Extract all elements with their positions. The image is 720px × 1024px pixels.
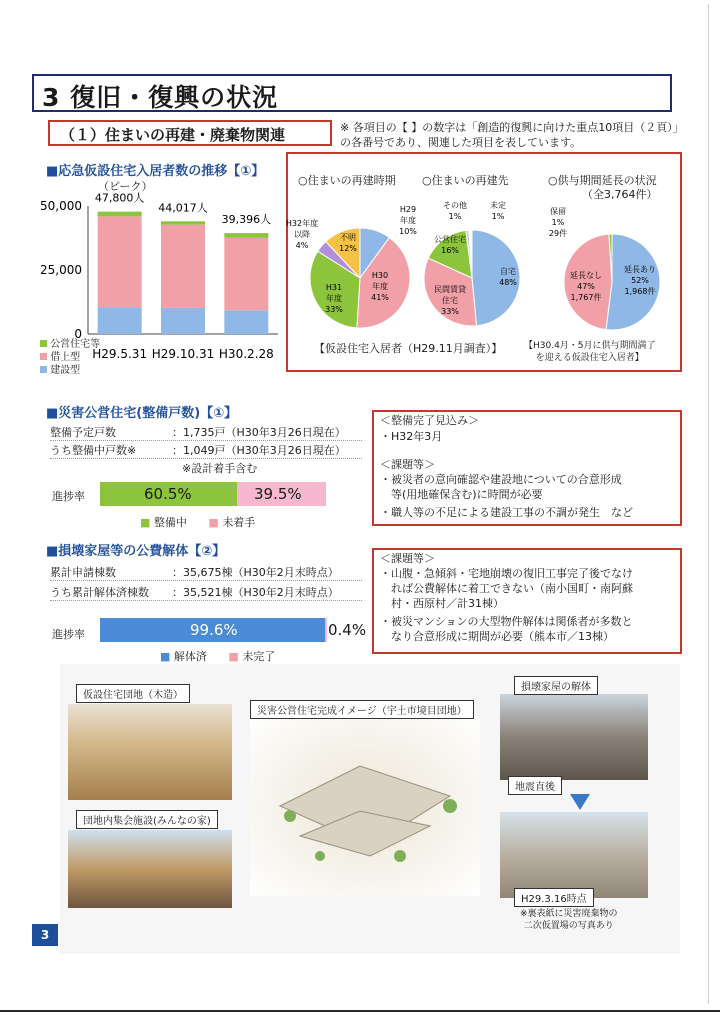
y-tick-label: 0 xyxy=(74,327,82,341)
s3-done-pct: 99.6% xyxy=(190,621,238,639)
s3-progress-bar xyxy=(100,618,367,642)
pie3-label-yes: 1,968件 xyxy=(624,287,656,296)
s2-todo-pct: 39.5% xyxy=(254,485,302,503)
page-number: 3 xyxy=(32,924,58,946)
pie3-label-hold: 保留 xyxy=(550,207,566,216)
y-tick-label: 25,000 xyxy=(40,263,82,277)
bar-segment xyxy=(161,308,205,334)
x-tick-label: H29.5.31 xyxy=(92,347,148,361)
pie2-label-rental: 33% xyxy=(441,307,459,316)
pie2-label-other: その他 xyxy=(443,201,467,210)
caption-community-hall: 団地内集会施設(みんなの家) xyxy=(76,810,218,829)
bottom-rule xyxy=(0,1010,720,1012)
s3-todo-pct: 0.4% xyxy=(328,621,367,639)
bar-segment xyxy=(224,233,268,238)
s3-row1: 累計申請棟数 ：35,675棟（H30年2月末時点） xyxy=(50,564,362,581)
y-tick-label: 50,000 xyxy=(40,199,82,213)
s2-box-item2: ・被災者の意向確認や建設地についての合意形成 等(用地確保含む)に時間が必要 xyxy=(380,473,622,501)
s2-done-pct: 60.5% xyxy=(144,485,192,503)
public-housing-image xyxy=(250,716,480,896)
legend-built: 建設型 xyxy=(40,364,100,377)
caption-h29: H29.3.16時点 xyxy=(514,888,594,907)
pie1-label-h32: H32年度 xyxy=(285,219,319,228)
s2-box-item1: ・H32年3月 xyxy=(380,430,443,443)
pie2-label-home: 自宅 xyxy=(500,267,516,276)
bar-segment xyxy=(161,225,205,308)
pie3-label-hold: 1% xyxy=(551,218,565,227)
pie-charts xyxy=(285,190,680,340)
pie3-label-yes: 52% xyxy=(631,276,649,285)
pie2-label-rental: 住宅 xyxy=(442,296,458,305)
demolition-before-photo xyxy=(500,694,648,780)
bar-total-label: 44,017人 xyxy=(158,201,208,215)
page-title: 3 復旧・復興の状況 xyxy=(42,83,279,112)
s2-progress-bar xyxy=(100,482,326,506)
s3-row2: うち累計解体済棟数 ：35,521棟（H30年2月末時点） xyxy=(50,584,362,601)
pie3-label-no: 1,767件 xyxy=(570,293,602,302)
bar-total-label: 47,800人 xyxy=(94,191,145,205)
pie2-label-undecided: 1% xyxy=(491,212,505,221)
pie-footnote-1: 【仮設住宅入居者（H29.11月調査）】 xyxy=(314,342,503,355)
pie1-label-h31: 33% xyxy=(325,305,343,314)
caption-temp-housing: 仮設住宅団地（木造） xyxy=(76,684,190,703)
pie1-label-h32: 以降 xyxy=(294,230,310,239)
note-text: ※ 各項目の【 】の数字は「創造的復興に向けた重点10項目（２頁）」の各番号であり、関連した項目を表しています。 xyxy=(340,121,679,149)
pie2-label-home: 48% xyxy=(499,278,517,287)
pie1-label-h32: 4% xyxy=(295,241,309,250)
section2-heading: ■災害公営住宅(整備戸数)【①】 xyxy=(46,406,238,421)
bar-segment xyxy=(98,216,142,307)
s3-progress-label: 進捗率 xyxy=(52,628,85,641)
s2-legend: ■ 整備中 ■ 未着手 xyxy=(140,516,256,529)
pie1-label-h29: H29 xyxy=(399,205,417,214)
pie1-label-h31: 年度 xyxy=(326,294,342,303)
public-housing-sketch xyxy=(250,716,480,896)
pie2-label-other: 1% xyxy=(448,212,462,221)
pie3-title: ○供与期間延長の状況 xyxy=(548,174,657,187)
pie1-label-h30: 年度 xyxy=(372,282,388,291)
pie1-label-h29: 年度 xyxy=(400,216,416,225)
pie3-label-no: 延長なし xyxy=(570,271,602,280)
bar-total-label: 39,396人 xyxy=(221,213,272,227)
bar-segment xyxy=(98,307,142,334)
pie1-title: ○住まいの再建時期 xyxy=(298,174,396,187)
s3-legend: ■ 解体済 ■ 未完了 xyxy=(160,650,276,663)
section1-heading: ■応急仮設住宅入居者数の推移【①】 xyxy=(46,164,265,179)
pie2-title: ○住まいの再建先 xyxy=(422,174,509,187)
bar-segment xyxy=(224,310,268,334)
legend-public: 公営住宅等 xyxy=(40,338,100,351)
s2-row2: うち整備中戸数※ ：1,049戸（H30年3月26日現在） xyxy=(50,442,362,459)
pie2-label-undecided: 未定 xyxy=(490,201,506,210)
s2-box-title1: ＜整備完了見込み＞ xyxy=(380,414,479,427)
bar-segment xyxy=(98,212,142,217)
bar-segment xyxy=(161,221,205,224)
pie1-label-h31: H31 xyxy=(325,283,343,292)
x-tick-label: H29.10.31 xyxy=(151,347,215,361)
bar-segment xyxy=(224,238,268,310)
s2-box-title2: ＜課題等＞ xyxy=(380,458,435,471)
pie3-subtitle: （全3,764件） xyxy=(582,188,658,201)
temp-housing-photo xyxy=(68,704,232,800)
pie1-label-unknown: 不明 xyxy=(340,233,356,242)
s3-box-title: ＜課題等＞ xyxy=(380,552,435,565)
peak-label: （ピーク） xyxy=(98,180,153,193)
s2-row1: 整備予定戸数 ：1,735戸（H30年3月26日現在） xyxy=(50,424,362,441)
caption-public-housing: 災害公営住宅完成イメージ（宇土市境目団地） xyxy=(250,700,474,719)
pie3-label-no: 47% xyxy=(577,282,595,291)
section3-heading: ■損壊家屋等の公費解体【②】 xyxy=(46,544,226,559)
pie1-label-h30: H30 xyxy=(371,271,389,280)
pie2-label-rental: 民間賃貸 xyxy=(434,285,466,294)
caption-after-quake: 地震直後 xyxy=(508,776,562,795)
x-tick-label: H30.2.28 xyxy=(218,347,274,361)
pie2-label-public: 公営住宅 xyxy=(434,235,466,244)
s2-note: ※設計着手含む xyxy=(182,462,258,475)
pie1-label-h30: 41% xyxy=(371,293,389,302)
legend-lease: 借上型 xyxy=(40,351,100,364)
pie2-label-public: 16% xyxy=(441,246,459,255)
s3-box-item1: ・山腹・急傾斜・宅地崩壊の復旧工事完了後でなけ れば公費解体に着工できない（南小国町・南阿蘇 村・西原村／計31棟） xyxy=(380,567,633,610)
arrow-down-icon xyxy=(570,794,590,810)
pie1-label-h29: 10% xyxy=(399,227,417,236)
photo-note: ※裏表紙に災害廃棄物の 二次仮置場の写真あり xyxy=(520,909,618,931)
s2-progress-label: 進捗率 xyxy=(52,490,85,503)
pie-footnote-2: 【H30.4月・5月に供与期間満了 を迎える仮設住宅入居者】 xyxy=(524,341,656,363)
pie3-label-yes: 延長あり xyxy=(624,265,656,274)
section-subtitle: （１）住まいの再建・廃棄物関連 xyxy=(60,126,286,144)
s3-progress-todo xyxy=(325,618,327,642)
s3-box-item2: ・被災マンションの大型物件解体は関係者が多数と なり合意形成に期間が必要（熊本市／13棟） xyxy=(380,615,633,643)
s2-box-item3: ・職人等の不足による建設工事の不調が発生 など xyxy=(380,506,633,519)
community-hall-photo xyxy=(68,830,232,908)
pie3-label-hold: 29件 xyxy=(548,229,568,238)
demolition-after-photo xyxy=(500,812,648,898)
bar-legend xyxy=(40,338,100,377)
pie1-label-unknown: 12% xyxy=(339,244,357,253)
caption-demolition: 損壊家屋の解体 xyxy=(514,676,598,695)
